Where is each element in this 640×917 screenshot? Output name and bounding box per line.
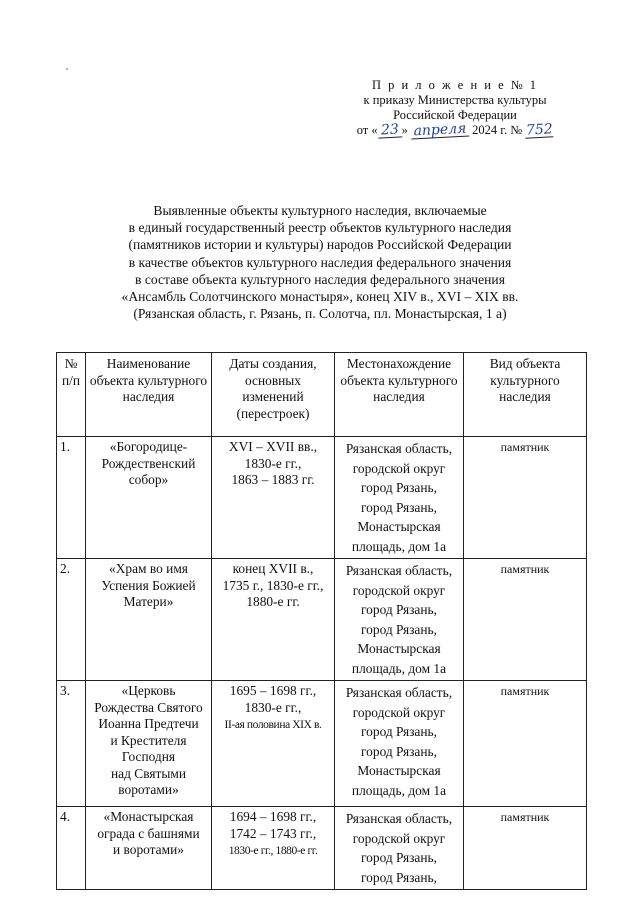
header-number: № п/п	[57, 353, 86, 437]
header-location: Местонахождение объекта культурного наследия	[335, 353, 464, 437]
location-line: город Рязань,	[361, 602, 437, 617]
name-line: Господня	[121, 749, 176, 764]
location-line: площадь, дом 1а	[351, 782, 447, 798]
dates-line: 1830-е гг.,	[244, 699, 302, 715]
location-line: Рязанская область,	[345, 685, 453, 700]
document-title	[60, 202, 580, 322]
name-line: «Храм во имя	[109, 561, 188, 576]
name-line: Матери»	[123, 594, 174, 609]
row-dates	[212, 807, 335, 890]
location-line: площадь, дом 1а	[351, 660, 447, 676]
location-line: город Рязань,	[361, 850, 437, 865]
dates-line: 1830-е гг.,	[244, 455, 302, 471]
dates-line-condensed: II-ая половина XIX в.	[224, 719, 322, 731]
name-line: воротами»	[118, 782, 179, 797]
date-year: 2024 г. №	[469, 123, 526, 137]
location-line: Рязанская область,	[345, 441, 453, 456]
appendix-ministry: Российской Федерации	[393, 108, 517, 122]
name-line: «Монастырская	[103, 809, 194, 824]
handwritten-day: 23	[377, 122, 402, 138]
location-line: город Рязань,	[361, 480, 437, 495]
row-location	[335, 437, 464, 559]
location-line: город Рязань,	[361, 724, 437, 739]
title-line: в качестве объектов культурного наследия федерального значения	[128, 254, 512, 270]
table-row	[57, 559, 587, 681]
location-line: городской округ	[352, 704, 446, 720]
dates-line: 1742 – 1743 гг.,	[229, 825, 317, 841]
date-mid: »	[401, 123, 412, 137]
location-line: город Рязань,	[361, 499, 437, 515]
dates-line: 1863 – 1883 гг.	[231, 472, 315, 487]
row-name	[86, 559, 212, 681]
name-line: и воротами»	[113, 842, 184, 857]
row-number: 2.	[57, 559, 86, 681]
row-kind: памятник	[464, 807, 587, 890]
row-name	[86, 437, 212, 559]
name-line: ограда с башнями	[97, 825, 200, 841]
row-name	[86, 681, 212, 807]
location-line: город Рязань,	[361, 869, 437, 885]
row-dates	[212, 559, 335, 681]
row-kind: памятник	[464, 681, 587, 807]
header-dates: Даты создания, основных изменений (перестроек)	[212, 353, 335, 437]
handwritten-order-number: 752	[525, 121, 554, 139]
name-line: над Святыми	[111, 765, 186, 781]
table-row	[57, 437, 587, 559]
name-line: Рождественский	[101, 455, 196, 471]
heritage-objects-table	[56, 352, 587, 890]
dates-line: XVI – XVII вв.,	[228, 439, 318, 454]
location-line: площадь, дом 1а	[351, 538, 447, 554]
name-line: и Крестителя	[110, 732, 187, 748]
title-line: (Рязанская область, г. Рязань, п. Солотча, пл. Монастырская, 1 а)	[133, 306, 507, 322]
name-line: Иоанна Предтечи	[98, 716, 199, 731]
row-name	[86, 807, 212, 890]
row-kind: памятник	[464, 559, 587, 681]
row-location	[335, 807, 464, 890]
appendix-order-ref: к приказу Министерства культуры	[363, 93, 547, 107]
row-location	[335, 681, 464, 807]
header-kind: Вид объекта культурного наследия	[464, 353, 587, 437]
name-line: Рождества Святого	[94, 699, 203, 715]
table-row	[57, 681, 587, 807]
appendix-label: П р и л о ж е н и е № 1	[371, 78, 539, 92]
dates-line: 1694 – 1698 гг.,	[229, 809, 317, 824]
handwritten-month: апреля	[411, 121, 470, 139]
table-row	[57, 807, 587, 890]
title-line: в единый государственный реестр объектов культурного наследия	[128, 220, 512, 236]
title-line: «Ансамбль Солотчинского монастыря», конец XIV в., XVI – XIX вв.	[121, 289, 519, 305]
name-line: собор»	[128, 472, 169, 487]
name-line: «Богородице-	[109, 439, 188, 454]
dates-line: 1695 – 1698 гг.,	[229, 683, 317, 698]
row-number: 4.	[57, 807, 86, 890]
location-line: Рязанская область,	[345, 811, 453, 826]
row-number: 3.	[57, 681, 86, 807]
scan-speck	[66, 68, 68, 70]
location-line: городской округ	[352, 830, 446, 846]
location-line: городской округ	[352, 460, 446, 476]
row-dates	[212, 437, 335, 559]
row-number: 1.	[57, 437, 86, 559]
location-line: Монастырская	[357, 519, 441, 534]
dates-line: 1880-е гг.	[246, 594, 300, 609]
location-line: город Рязань,	[361, 743, 437, 759]
location-line: Монастырская	[357, 763, 441, 778]
appendix-header	[330, 78, 580, 138]
name-line: «Церковь	[121, 683, 176, 698]
table-header-row	[57, 353, 587, 437]
location-line: городской округ	[352, 582, 446, 598]
location-line: Монастырская	[357, 641, 441, 656]
title-line: в составе объекта культурного наследия федерального значения	[135, 271, 505, 287]
dates-line: 1735 г., 1830-е гг.,	[222, 577, 324, 593]
appendix-date-line	[330, 120, 580, 140]
row-dates	[212, 681, 335, 807]
name-line: Успения Божией	[101, 577, 196, 593]
dates-line: конец XVII в.,	[232, 561, 314, 576]
row-kind: памятник	[464, 437, 587, 559]
location-line: город Рязань,	[361, 621, 437, 637]
dates-line-condensed: 1830-е гг., 1880-е гг.	[228, 845, 318, 857]
title-line: Выявленные объекты культурного наследия, включаемые	[153, 203, 487, 218]
header-name: Наименование объекта культурного наследия	[86, 353, 212, 437]
location-line: Рязанская область,	[345, 563, 453, 578]
date-prefix: от «	[356, 123, 378, 137]
row-location	[335, 559, 464, 681]
title-line: (памятников истории и культуры) народов Российской Федерации	[128, 237, 512, 253]
